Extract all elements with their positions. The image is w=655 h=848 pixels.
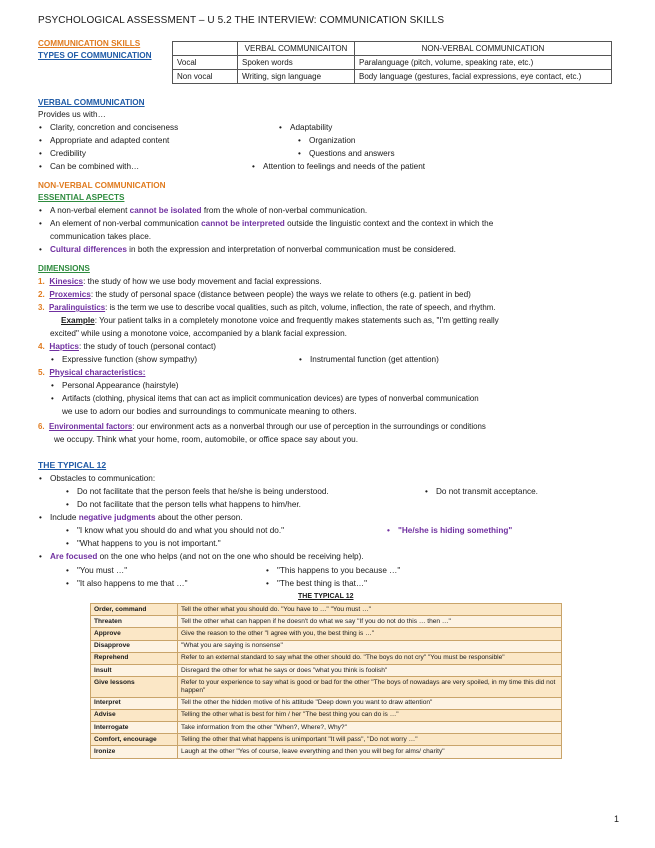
focus-text: on the one who helps (and not on the one who should be receiving help). (97, 552, 364, 561)
haptics-subitem: • Expressive function (show sympathy) (62, 355, 197, 364)
comm-cell: Vocal (173, 56, 238, 70)
physical-subitem: • Personal Appearance (hairstyle) (62, 381, 179, 390)
verbal-right-subitem: • Questions and answers (309, 149, 395, 158)
verbal-left-item: • Can be combined with… (50, 162, 139, 171)
table-row (91, 709, 562, 721)
obstacle-subitem: • Do not facilitate that the person feels that he/she is being understood. (77, 487, 329, 496)
table-row (91, 734, 562, 746)
dimension-text: : is the term we use to describe vocal qualities, such as pitch, volume, inflection, the rate of speech, and rhythm. (105, 303, 496, 312)
row-key: Insult (91, 665, 178, 677)
negative-subitem: • "I know what you should do and what you should not do." (77, 526, 284, 535)
row-value: Tell the other the hidden motive of his attitude "Deep down you want to draw attention" (178, 697, 562, 709)
row-key: Ironize (91, 746, 178, 758)
focused-subitem: • "It also happens to me that …" (77, 579, 188, 588)
dimension-item (38, 342, 216, 351)
row-value: Take information from the other "When?, Where?, Why?" (178, 722, 562, 734)
aspect-item (50, 245, 456, 254)
row-value: Laugh at the other "Yes of course, leave everything and then you will beg for alms/ charity" (178, 746, 562, 758)
typical12-table (90, 603, 562, 759)
dimension-term: Paralinguistics (48, 303, 106, 312)
dimension-example (61, 316, 499, 325)
aspect-item (50, 219, 493, 228)
nonverbal-heading: NON-VERBAL COMMUNICATION (38, 181, 166, 190)
neg-text: about the other person. (155, 513, 243, 522)
table-row (91, 640, 562, 652)
dimension-term: Proxemics (49, 290, 91, 299)
focus-emphasis: Are focused (50, 552, 98, 561)
physical-subitem-continuation: we use to adorn our bodies and surroundings to communicate meaning to others. (62, 407, 357, 416)
row-key: Give lessons (91, 677, 178, 697)
row-key: Comfort, encourage (91, 734, 178, 746)
types-heading: TYPES OF COMMUNICATION (38, 51, 152, 60)
negative-subitem: • "He/she is hiding something" (398, 526, 512, 535)
page-number: 1 (613, 814, 619, 824)
row-key: Interpret (91, 697, 178, 709)
comm-cell: Non vocal (173, 70, 238, 84)
dimension-term: Kinesics (49, 277, 84, 286)
comm-header-nonverbal: NON-VERBAL COMMUNICATION (355, 42, 612, 56)
row-key: Threaten (91, 616, 178, 628)
table-row (91, 652, 562, 664)
aspect-text: outside the linguistic context and the context in which the (284, 219, 494, 228)
row-value: Tell the other what can happen if he doesn't do what we say "If you do not do this … then …" (178, 616, 562, 628)
table-row (91, 665, 562, 677)
table-row (91, 628, 562, 640)
typical12-table-title: THE TYPICAL 12 (298, 593, 354, 600)
row-key: Approve (91, 628, 178, 640)
dimension-item (38, 368, 145, 377)
row-key: Reprehend (91, 652, 178, 664)
table-row (91, 616, 562, 628)
aspect-emphasis: Cultural differences (50, 245, 127, 254)
dimension-continuation: we occupy. Think what your home, room, automobile, or office space say about you. (54, 435, 359, 444)
neg-text: Include (50, 513, 79, 522)
dimension-term: Haptics (49, 342, 79, 351)
dimension-text: : the study of personal space (distance between people) the ways we relate to others (e.g. patient in bed) (90, 290, 471, 299)
verbal-right-subitem: • Organization (309, 136, 355, 145)
row-value: Give the reason to the other "I agree with you, the best thing is …" (178, 628, 562, 640)
comm-header-verbal: VERBAL COMMUNICAITON (238, 42, 355, 56)
table-row (91, 677, 562, 697)
dimension-item (38, 277, 322, 286)
comm-cell: Writing, sign language (238, 70, 355, 84)
communication-skills-heading: COMMUNICATION SKILLS (38, 39, 141, 48)
obstacle-subitem: • Do not facilitate that the person tells what happens to him/her. (77, 500, 301, 509)
aspect-emphasis: cannot be isolated (129, 206, 202, 215)
aspect-item (50, 206, 367, 215)
dimension-number: 4. (38, 342, 45, 351)
verbal-heading: VERBAL COMMUNICATION (38, 98, 145, 107)
focused-subitem: • "This happens to you because …" (277, 566, 400, 575)
verbal-intro: Provides us with… (38, 110, 106, 119)
row-value: Telling the other what is best for him / her "The best thing you can do is …" (178, 709, 562, 721)
table-row (91, 722, 562, 734)
communication-table (172, 41, 612, 84)
row-key: Disapprove (91, 640, 178, 652)
verbal-left-item: • Appropriate and adapted content (50, 136, 169, 145)
negative-subitem: • "What happens to you is not important." (77, 539, 221, 548)
negative-judgments-item (50, 513, 243, 522)
aspect-text: An element of non-verbal communication (50, 219, 202, 228)
dimension-number: 5. (38, 368, 45, 377)
verbal-left-item: • Clarity, concretion and conciseness (50, 123, 178, 132)
comm-cell: Body language (gestures, facial expressions, eye contact, etc.) (355, 70, 612, 84)
example-text: : Your patient talks in a completely monotone voice and frequently makes statements such as, "I'm getting really (94, 316, 499, 325)
row-value: Disregard the other for what he says or does "what you think is foolish" (178, 665, 562, 677)
verbal-right-item: • Attention to feelings and needs of the patient (263, 162, 425, 171)
row-key: Advise (91, 709, 178, 721)
dimension-text: : the study of how we use body movement and facial expressions. (83, 277, 322, 286)
dimension-example-continuation: excited" while using a monotone voice, accompanied by a blank facial expression. (50, 329, 347, 338)
obstacles-item: • Obstacles to communication: (50, 474, 155, 483)
aspect-emphasis: cannot be interpreted (201, 219, 285, 228)
verbal-right-item: • Adaptability (290, 123, 332, 132)
aspect-continuation: communication takes place. (50, 232, 152, 241)
table-row (91, 697, 562, 709)
aspect-text: in both the expression and interpretation of nonverbal communication must be considered. (126, 245, 456, 254)
comm-cell: Spoken words (238, 56, 355, 70)
row-value: Tell the other what you should do. "You have to …" "You must …" (178, 604, 562, 616)
focused-subitem: • "You must …" (77, 566, 127, 575)
row-key: Interrogate (91, 722, 178, 734)
essential-aspects-heading: ESSENTIAL ASPECTS (38, 193, 125, 202)
haptics-subitem: • Instrumental function (get attention) (310, 355, 439, 364)
dimension-item (38, 422, 486, 431)
dimension-item (38, 290, 471, 299)
row-value: Refer to your experience to say what is good or bad for the other "The boys of nowadays are very spoiled, in my time this did not happen" (178, 677, 562, 697)
example-label: Example (61, 316, 95, 325)
physical-subitem: • Artifacts (clothing, physical items that can act as implicit communication devices) are types of nonverbal communication (62, 394, 479, 403)
table-row (91, 604, 562, 616)
row-value: Telling the other that what happens is unimportant "It will pass", "Do not worry …" (178, 734, 562, 746)
dimension-number: 1. (38, 277, 45, 286)
obstacle-subitem: • Do not transmit acceptance. (436, 487, 538, 496)
aspect-text: from the whole of non-verbal communication. (201, 206, 368, 215)
table-row (91, 746, 562, 758)
dimension-term: Physical characteristics: (49, 368, 146, 377)
dimension-number: 6. (38, 422, 45, 431)
page-title: PSYCHOLOGICAL ASSESSMENT – U 5.2 THE INTERVIEW: COMMUNICATION SKILLS (38, 15, 445, 26)
focused-subitem: • "The best thing is that…" (277, 579, 367, 588)
focused-item (50, 552, 364, 561)
dimensions-heading: DIMENSIONS (38, 264, 90, 273)
row-key: Order, command (91, 604, 178, 616)
dimension-number: 2. (38, 290, 45, 299)
verbal-left-item: • Credibility (50, 149, 86, 158)
dimension-text: : our environment acts as a nonverbal through our use of perception in the surroundings or conditions (132, 422, 486, 431)
comm-cell: Paralanguage (pitch, volume, speaking rate, etc.) (355, 56, 612, 70)
dimension-number: 3. (38, 303, 45, 312)
row-value: Refer to an external standard to say what the other should do. "The boys do not cry" "You must be responsible" (178, 652, 562, 664)
aspect-text: A non-verbal element (50, 206, 130, 215)
dimension-item (38, 303, 495, 312)
row-value: "What you are saying is nonsense" (178, 640, 562, 652)
neg-emphasis: negative judgments (78, 513, 156, 522)
comm-header-blank (173, 42, 238, 56)
typical12-heading: THE TYPICAL 12 (38, 460, 107, 470)
dimension-term: Environmental factors (48, 422, 133, 431)
dimension-text: : the study of touch (personal contact) (78, 342, 216, 351)
